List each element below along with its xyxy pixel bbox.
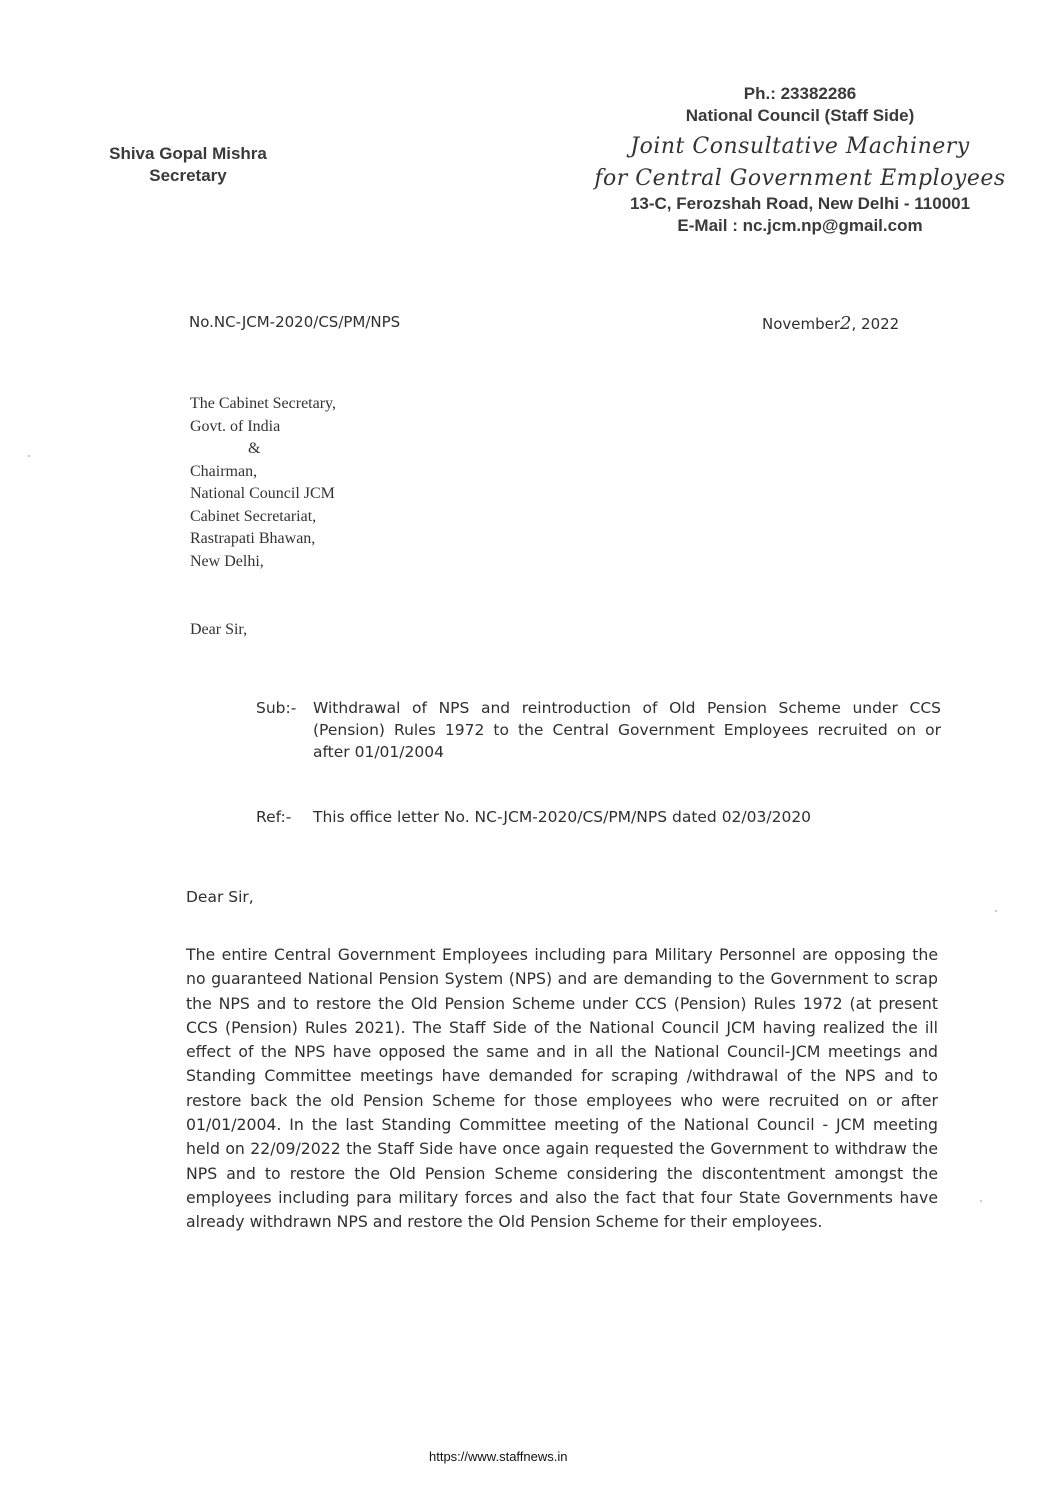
scan-speck [980,1200,982,1202]
date-day-handwritten: 2 [840,313,852,334]
sender-title: Secretary [149,166,227,185]
addressee-line: Govt. of India [190,417,281,435]
letter-date [762,313,899,334]
letterhead-email: E-Mail : nc.jcm.np@gmail.com [677,216,923,235]
salutation-second: Dear Sir, [186,888,254,906]
addressee-line: The Cabinet Secretary, [190,395,337,412]
letterhead-script-cge: for Central Government Employees [594,166,1006,191]
footer-url[interactable]: https://www.staffnews.in [429,1449,568,1464]
letterhead-script-jcm: Joint Consultative Machinery [630,134,970,159]
subject-label: Sub:- [256,699,297,717]
addressee-line: & [248,440,261,457]
letterhead-phone: Ph.: 23382286 [743,84,857,103]
letter-reference-number: No.NC-JCM-2020/CS/PM/NPS [189,313,401,331]
addressee-line: National Council JCM [190,485,335,502]
letterhead-address: 13-C, Ferozshah Road, New Delhi - 110001 [629,194,971,213]
date-year: , 2022 [851,315,900,333]
sender-block [88,143,288,187]
date-month: November [762,315,841,333]
sender-name: Shiva Gopal Mishra [109,144,267,163]
scan-speck [995,910,997,912]
salutation-first: Dear Sir, [190,621,248,638]
subject-text: Withdrawal of NPS and reintroduction of Old Pension Scheme under CCS (Pension) Rules 1972 to the Central Government Employees recruited on or after 01/01/2004 [313,699,941,761]
addressee-line: Rastrapati Bhawan, [190,530,316,547]
subject-line [256,697,946,763]
letterhead [590,83,1010,237]
letterhead-organization: National Council (Staff Side) [685,106,915,125]
addressee-block [190,393,336,573]
reference-line [256,806,946,828]
body-paragraph: The entire Central Government Employees including para Military Personnel are opposing the no guaranteed National Pension System (NPS) and are demanding to the Government to scrap the NPS and to restore the Old Pension Scheme under CCS (Pension) Rules 1972 (at present CCS (Pension) Rules 2021). The Staff Side of the National Council JCM having realized the ill effect of the NPS have opposed the same and in all the National Council-JCM meetings and Standing Committee meetings have demanded for scraping /withdrawal of the NPS and to restore back the old Pension Scheme for those employees who were recruited on or after 01/01/2004. In the last Standing Committee meeting of the National Council - JCM meeting held on 22/09/2022 the Staff Side have once again requested the Government to withdraw the NPS and to restore the Old Pension Scheme considering the discontentment amongst the employees including para military forces and also the fact that four State Governments have already withdrawn NPS and restore the Old Pension Scheme for their employees. [186,945,938,1232]
addressee-line: Chairman, [190,462,258,480]
scan-speck [28,455,30,457]
addressee-line: Cabinet Secretariat, [190,507,317,525]
reference-text: This office letter No. NC-JCM-2020/CS/PM/NPS dated 02/03/2020 [313,808,812,826]
addressee-line: New Delhi, [190,552,264,570]
reference-label: Ref:- [256,808,292,826]
